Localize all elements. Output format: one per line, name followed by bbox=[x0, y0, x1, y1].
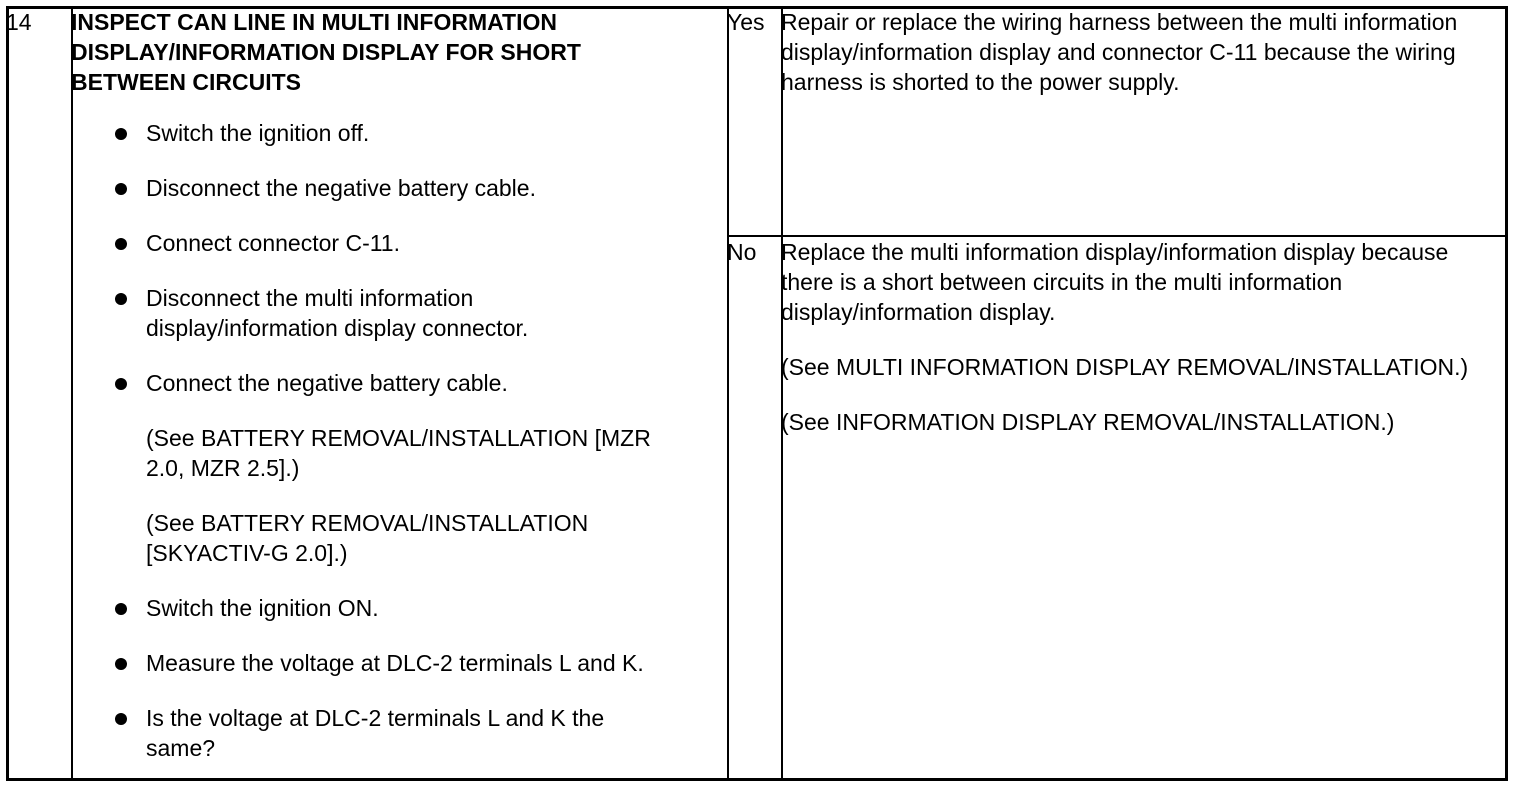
list-spacer bbox=[73, 203, 653, 228]
instruction-reference-note[interactable]: (See BATTERY REMOVAL/INSTALLATION [MZR 2.0, MZR 2.5].) bbox=[146, 425, 651, 481]
no-result-text: Replace the multi information display/information display because there is a short between circuits in the multi information display/information display. bbox=[781, 239, 1449, 325]
list-spacer bbox=[73, 343, 653, 368]
instruction-item: Connect connector C-11. bbox=[73, 228, 653, 258]
column-divider-action bbox=[727, 9, 729, 778]
yes-result bbox=[781, 7, 1497, 97]
list-spacer bbox=[73, 398, 653, 423]
instruction-item: Is the voltage at DLC-2 terminals L and K the same? bbox=[73, 703, 653, 763]
no-result-reference-link[interactable]: (See MULTI INFORMATION DISPLAY REMOVAL/INSTALLATION.) bbox=[781, 354, 1469, 380]
list-spacer bbox=[73, 258, 653, 283]
instruction-item: Switch the ignition off. bbox=[73, 118, 653, 148]
instruction-list bbox=[73, 118, 653, 763]
list-spacer bbox=[73, 148, 653, 173]
yes-label: Yes bbox=[727, 9, 765, 35]
no-result bbox=[781, 237, 1497, 437]
instruction-item: Switch the ignition ON. bbox=[73, 593, 653, 623]
instruction-item: Measure the voltage at DLC-2 terminals L and K. bbox=[73, 648, 653, 678]
instruction-item: Connect the negative battery cable. bbox=[73, 368, 653, 398]
list-spacer bbox=[73, 483, 653, 508]
step-number: 14 bbox=[6, 9, 32, 35]
list-spacer bbox=[73, 568, 653, 593]
instruction-item: Disconnect the multi information display/information display connector. bbox=[73, 283, 653, 343]
list-spacer bbox=[73, 678, 653, 703]
instruction-item: Disconnect the negative battery cable. bbox=[73, 173, 653, 203]
list-spacer bbox=[73, 623, 653, 648]
no-label: No bbox=[727, 239, 757, 265]
no-result-reference-link[interactable]: (See INFORMATION DISPLAY REMOVAL/INSTALLATION.) bbox=[781, 409, 1395, 435]
step-title: INSPECT CAN LINE IN MULTI INFORMATION DISPLAY/INFORMATION DISPLAY FOR SHORT BETWEEN CIRCUITS bbox=[71, 9, 581, 95]
yes-result-text: Repair or replace the wiring harness between the multi information display/information display and connector C-11 because the wiring harness is shorted to the power supply. bbox=[781, 9, 1458, 95]
instruction-reference-note[interactable]: (See BATTERY REMOVAL/INSTALLATION [SKYACTIV-G 2.0].) bbox=[146, 510, 589, 566]
